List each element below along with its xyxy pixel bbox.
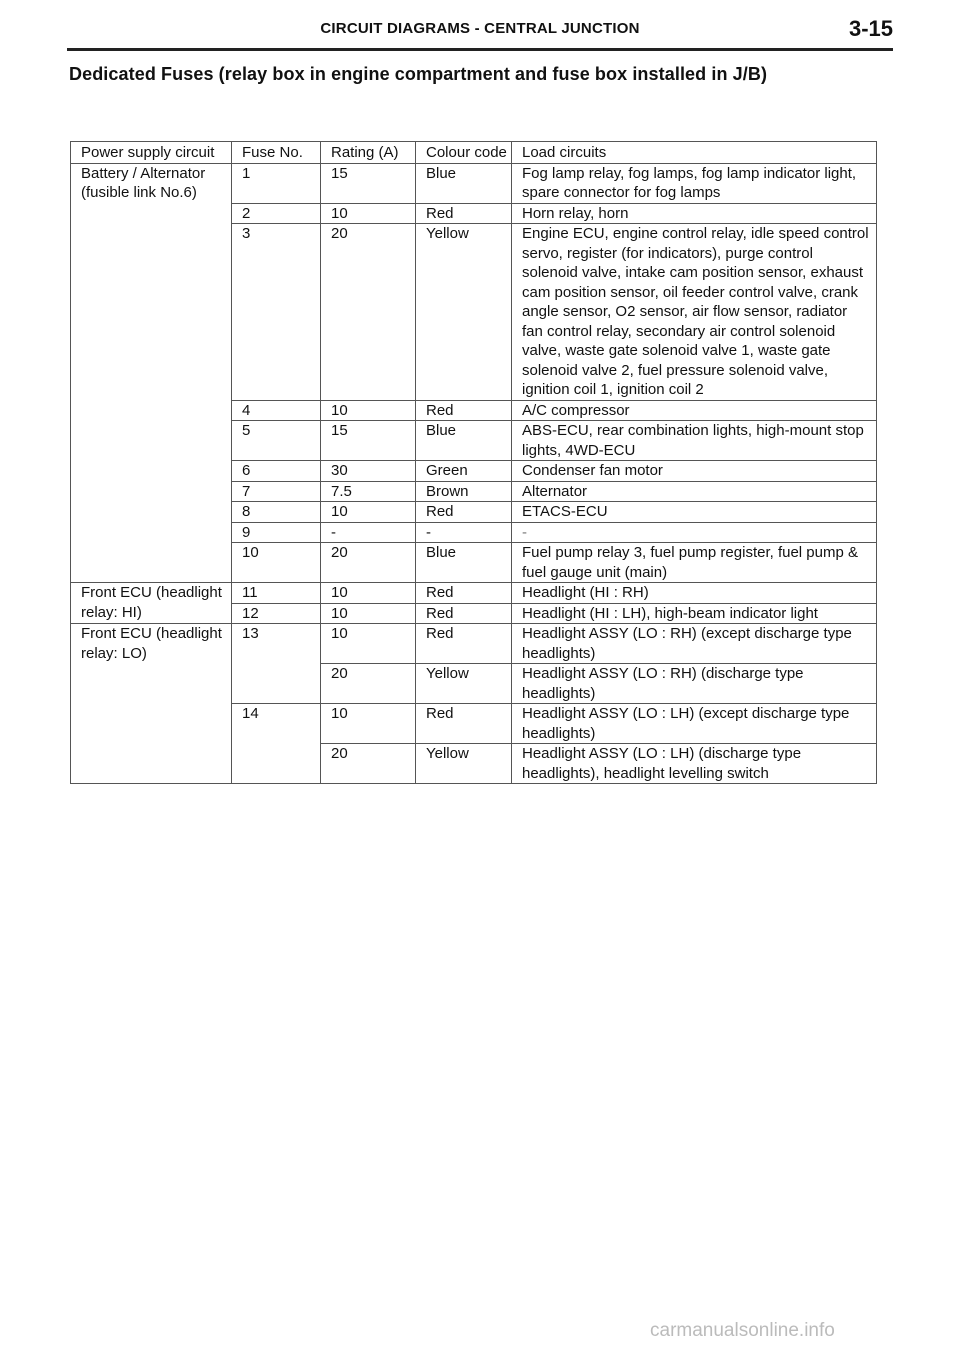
load-cell: Headlight (HI : RH) — [512, 583, 877, 604]
rating-cell: 20 — [321, 224, 416, 401]
power-supply-cell: Battery / Alternator (fusible link No.6) — [71, 163, 232, 583]
fuse-no-cell: 6 — [232, 461, 321, 482]
header-colour-code: Colour code — [416, 142, 512, 164]
load-cell: Horn relay, horn — [512, 203, 877, 224]
page-number: 3-15 — [848, 16, 893, 41]
load-cell: Alternator — [512, 481, 877, 502]
rating-cell: 15 — [321, 163, 416, 203]
header-fuse-no: Fuse No. — [232, 142, 321, 164]
colour-cell: Blue — [416, 543, 512, 583]
load-cell: Fuel pump relay 3, fuel pump register, fuel pump & fuel gauge unit (main) — [512, 543, 877, 583]
colour-cell: - — [416, 522, 512, 543]
load-cell: ETACS-ECU — [512, 502, 877, 523]
load-cell: Headlight ASSY (LO : LH) (discharge type headlights), headlight levelling switch — [512, 744, 877, 784]
document-title: Dedicated Fuses (relay box in engine compartment and fuse box installed in J/B) — [69, 64, 768, 84]
rating-cell: - — [321, 522, 416, 543]
colour-cell: Red — [416, 624, 512, 664]
rating-cell: 10 — [321, 624, 416, 664]
fuse-no-cell: 5 — [232, 421, 321, 461]
colour-cell: Red — [416, 502, 512, 523]
load-cell: A/C compressor — [512, 400, 877, 421]
header-load-circuits: Load circuits — [512, 142, 877, 164]
colour-cell: Red — [416, 603, 512, 624]
colour-cell: Brown — [416, 481, 512, 502]
rating-cell: 20 — [321, 664, 416, 704]
fuse-no-cell: 11 — [232, 583, 321, 604]
header-power-supply: Power supply circuit — [71, 142, 232, 164]
fuse-no-cell: 9 — [232, 522, 321, 543]
section-title: CIRCUIT DIAGRAMS - CENTRAL JUNCTION — [320, 20, 640, 37]
rating-cell: 15 — [321, 421, 416, 461]
load-cell: Headlight ASSY (LO : LH) (except discharge type headlights) — [512, 704, 877, 744]
rating-cell: 10 — [321, 583, 416, 604]
fuse-no-cell: 1 — [232, 163, 321, 203]
fuse-no-cell: 3 — [232, 224, 321, 401]
table-row — [71, 624, 877, 664]
load-cell: ABS-ECU, rear combination lights, high-mount stop lights, 4WD-ECU — [512, 421, 877, 461]
power-supply-cell: Front ECU (headlight relay: HI) — [71, 583, 232, 624]
colour-cell: Red — [416, 400, 512, 421]
load-cell: - — [512, 522, 877, 543]
rating-cell: 20 — [321, 543, 416, 583]
load-cell: Condenser fan motor — [512, 461, 877, 482]
load-cell: Engine ECU, engine control relay, idle speed control servo, register (for indicators), purge control solenoid valve, intake cam position sensor, exhaust cam position sensor, oil feeder control valve, crank angle sensor, O2 sensor, air flow sensor, radiator fan control relay, secondary air control solenoid valve, waste gate solenoid valve 1, waste gate solenoid valve 2, fuel pressure solenoid valve, ignition coil 1, ignition coil 2 — [512, 224, 877, 401]
rating-cell: 10 — [321, 400, 416, 421]
fuse-no-cell: 12 — [232, 603, 321, 624]
rating-cell: 20 — [321, 744, 416, 784]
rating-cell: 10 — [321, 203, 416, 224]
fuse-no-cell: 13 — [232, 624, 321, 704]
fuse-no-cell: 7 — [232, 481, 321, 502]
colour-cell: Green — [416, 461, 512, 482]
rating-cell: 30 — [321, 461, 416, 482]
fuse-no-cell: 4 — [232, 400, 321, 421]
colour-cell: Yellow — [416, 224, 512, 401]
load-cell: Headlight (HI : LH), high-beam indicator light — [512, 603, 877, 624]
load-cell: Fog lamp relay, fog lamps, fog lamp indicator light, spare connector for fog lamps — [512, 163, 877, 203]
page-header — [67, 14, 893, 51]
colour-cell: Yellow — [416, 664, 512, 704]
colour-cell: Blue — [416, 163, 512, 203]
colour-cell: Blue — [416, 421, 512, 461]
table-header-row — [71, 142, 877, 164]
colour-cell: Red — [416, 583, 512, 604]
rating-cell: 7.5 — [321, 481, 416, 502]
load-cell: Headlight ASSY (LO : RH) (except discharge type headlights) — [512, 624, 877, 664]
fuse-no-cell: 2 — [232, 203, 321, 224]
fuse-no-cell: 14 — [232, 704, 321, 784]
header-rating: Rating (A) — [321, 142, 416, 164]
power-supply-cell: Front ECU (headlight relay: LO) — [71, 624, 232, 784]
table-row — [71, 163, 877, 203]
rating-cell: 10 — [321, 704, 416, 744]
rating-cell: 10 — [321, 502, 416, 523]
fuse-table — [70, 141, 877, 784]
fuse-no-cell: 8 — [232, 502, 321, 523]
fuse-no-cell: 10 — [232, 543, 321, 583]
load-cell: Headlight ASSY (LO : RH) (discharge type headlights) — [512, 664, 877, 704]
rating-cell: 10 — [321, 603, 416, 624]
colour-cell: Red — [416, 704, 512, 744]
colour-cell: Red — [416, 203, 512, 224]
footer-watermark: carmanualsonline.info — [650, 1320, 835, 1341]
colour-cell: Yellow — [416, 744, 512, 784]
table-row — [71, 583, 877, 604]
